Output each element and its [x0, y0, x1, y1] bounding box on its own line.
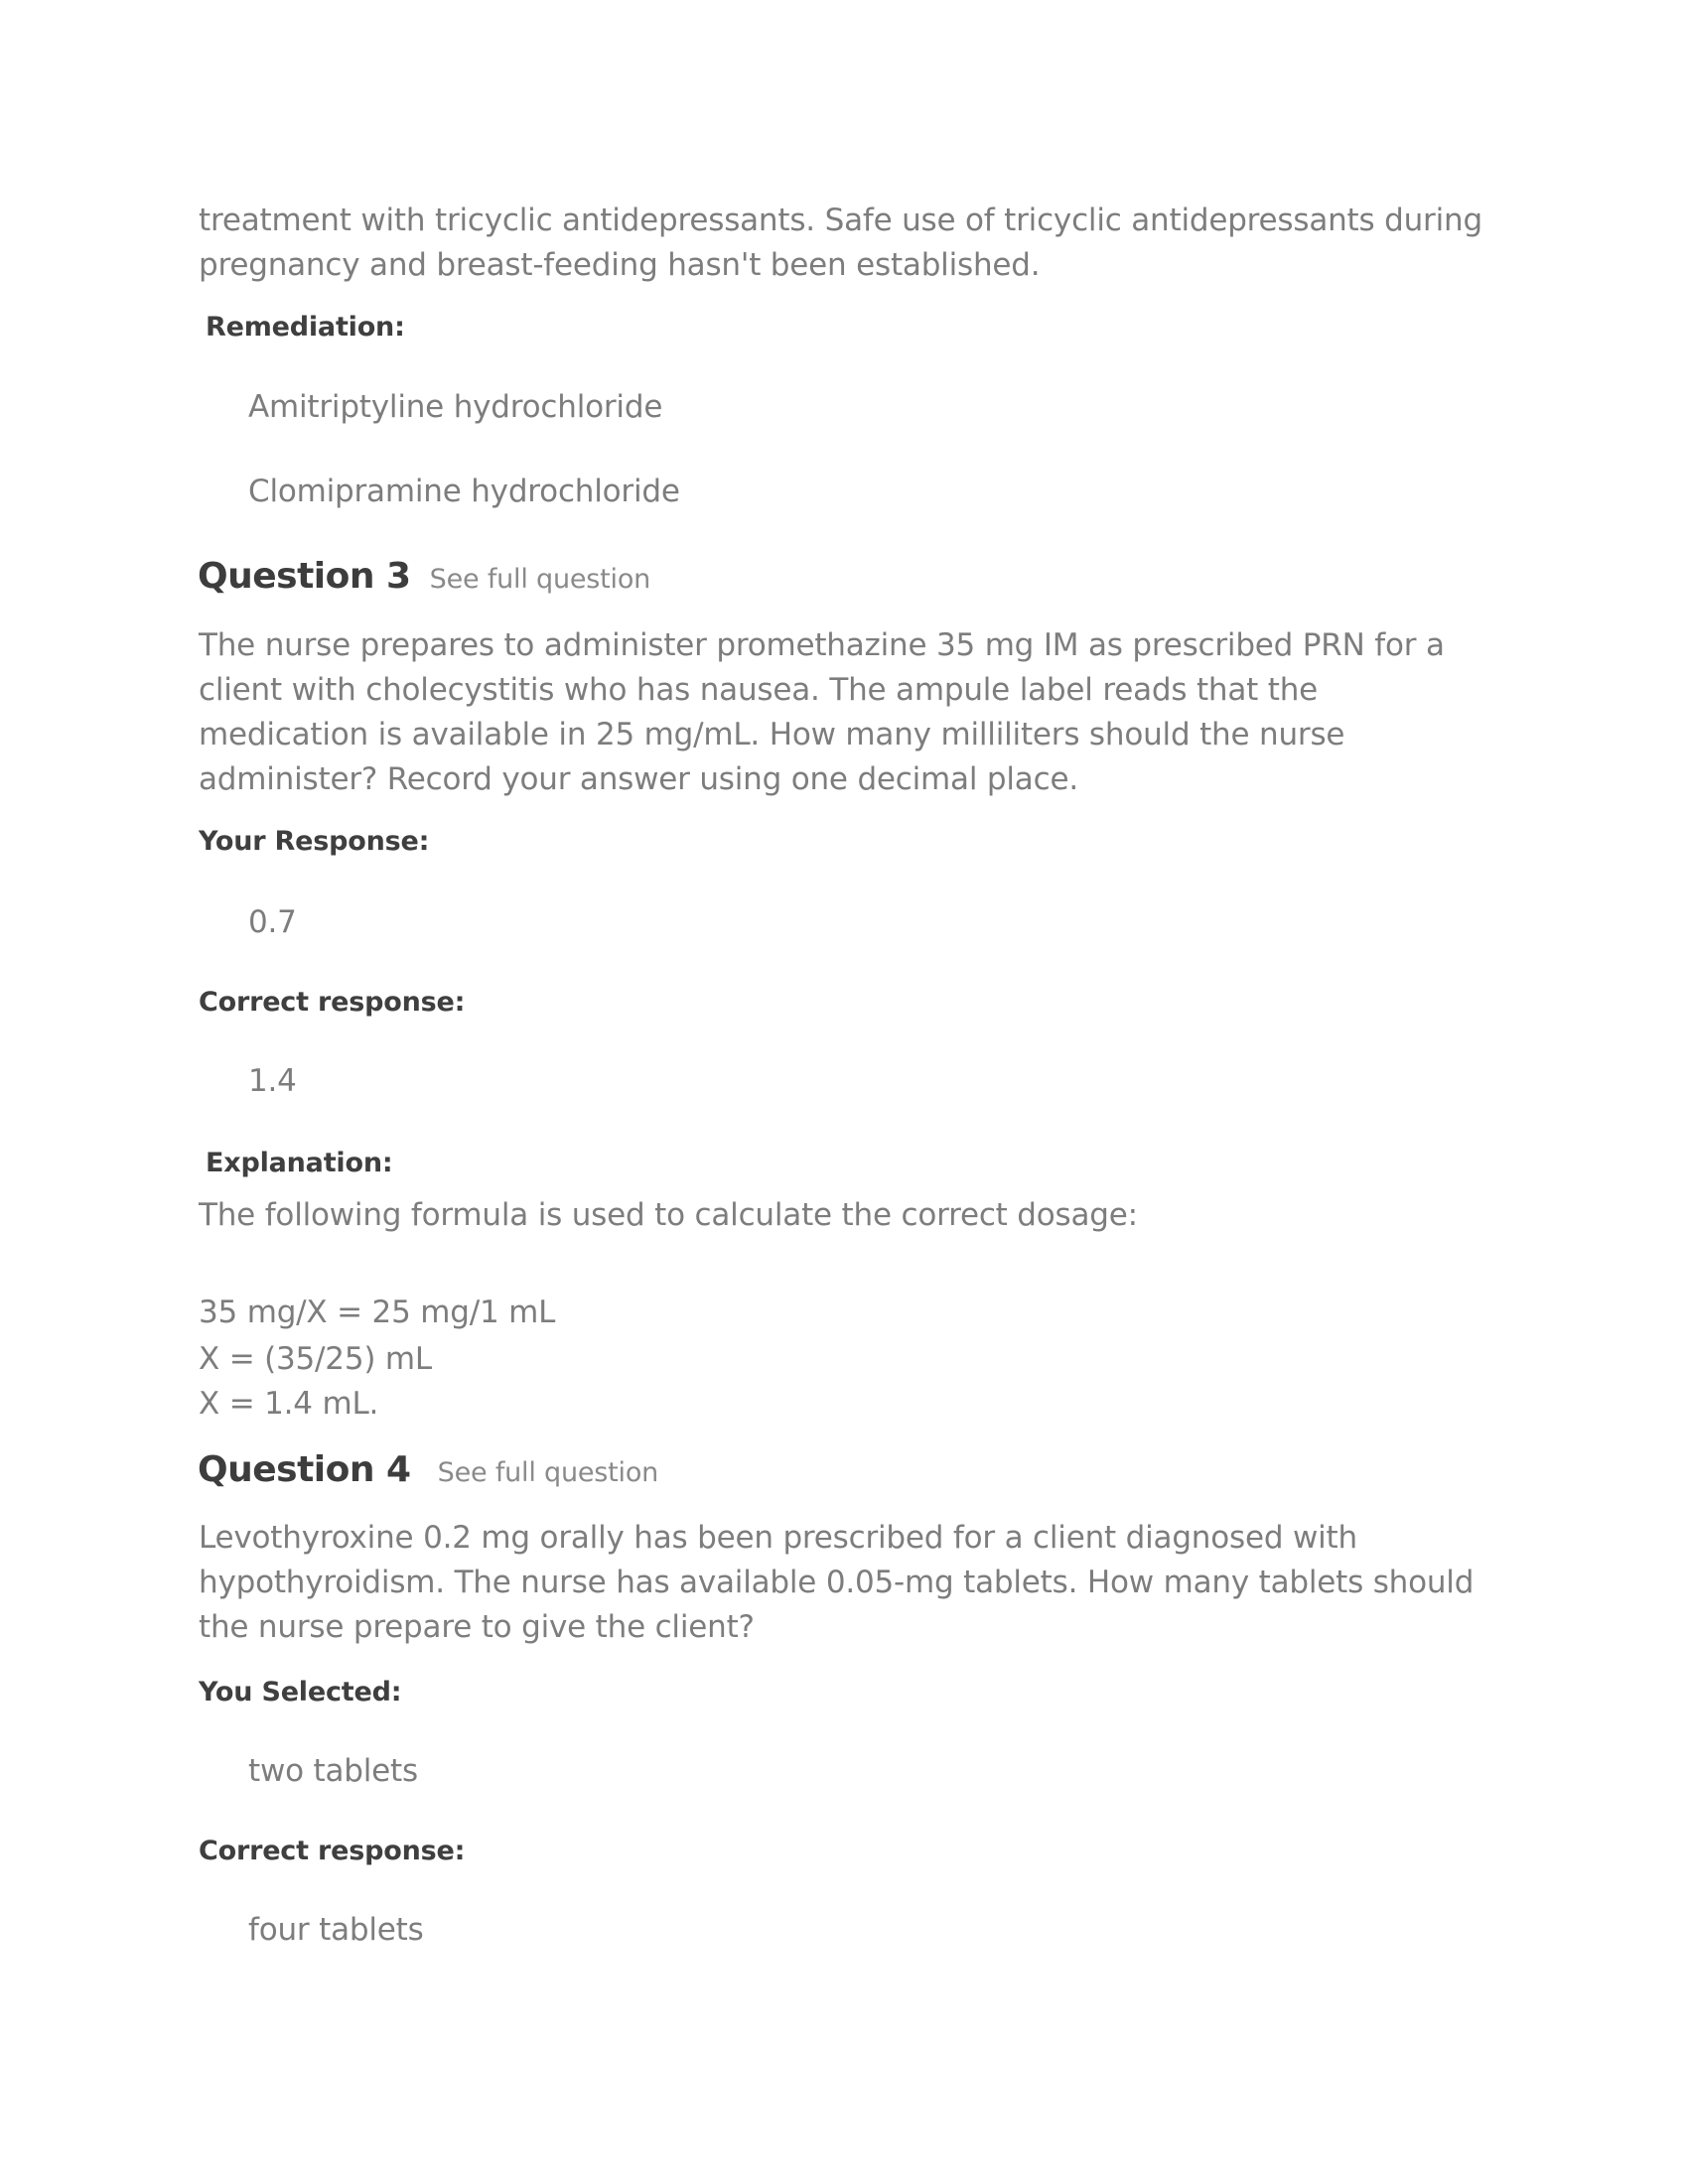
correct-response-label: Correct response: [199, 987, 466, 1018]
you-selected-value: two tablets [248, 1753, 418, 1789]
question-stem-line: The nurse prepares to administer promethazine 35 mg IM as prescribed PRN for a [199, 627, 1445, 663]
question-stem-line: medication is available in 25 mg/mL. How many milliliters should the nurse [199, 717, 1345, 752]
rationale-line: treatment with tricyclic antidepressants. Safe use of tricyclic antidepressants during [199, 203, 1482, 238]
question-stem-line: Levothyroxine 0.2 mg orally has been prescribed for a client diagnosed with [199, 1520, 1357, 1556]
question-title: Question 4 [198, 1449, 411, 1490]
question-header [198, 556, 651, 597]
see-full-question-link[interactable]: See full question [429, 564, 651, 595]
question-title: Question 3 [198, 556, 411, 597]
rationale-line: pregnancy and breast-feeding hasn't been established. [199, 247, 1041, 283]
question-stem-line: hypothyroidism. The nurse has available 0.05-mg tablets. How many tablets should [199, 1565, 1475, 1600]
remediation-item[interactable]: Amitriptyline hydrochloride [248, 389, 663, 425]
correct-response-label: Correct response: [199, 1836, 466, 1866]
correct-response-value: four tablets [248, 1912, 424, 1948]
explanation-formula-line: X = (35/25) mL [199, 1341, 432, 1377]
you-selected-label: You Selected: [199, 1677, 402, 1707]
see-full-question-link[interactable]: See full question [437, 1457, 659, 1488]
explanation-formula-line: 35 mg/X = 25 mg/1 mL [199, 1295, 556, 1330]
explanation-label: Explanation: [206, 1148, 393, 1178]
question-header [198, 1449, 659, 1490]
question-stem-line: administer? Record your answer using one decimal place. [199, 761, 1078, 797]
explanation-intro: The following formula is used to calculate the correct dosage: [199, 1197, 1138, 1233]
remediation-label: Remediation: [206, 312, 405, 342]
your-response-label: Your Response: [199, 826, 430, 857]
your-response-value: 0.7 [248, 904, 297, 940]
explanation-formula-line: X = 1.4 mL. [199, 1386, 379, 1422]
question-stem-line: client with cholecystitis who has nausea. The ampule label reads that the [199, 672, 1319, 708]
question-stem-line: the nurse prepare to give the client? [199, 1609, 755, 1645]
correct-response-value: 1.4 [248, 1063, 297, 1099]
remediation-item[interactable]: Clomipramine hydrochloride [248, 474, 680, 509]
